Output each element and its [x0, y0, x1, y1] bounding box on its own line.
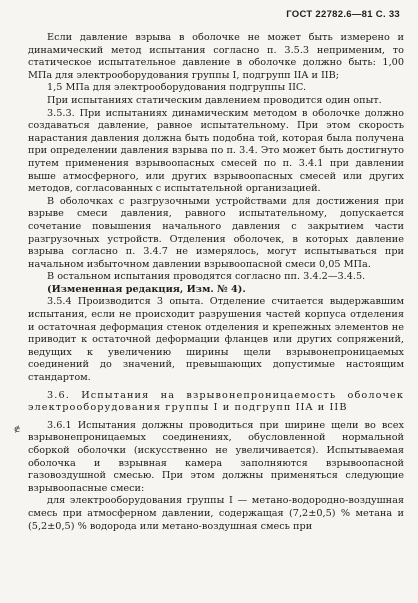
document-body — [28, 32, 404, 533]
paragraph: 3.5.4 Производится 3 опыта. Отделение считается выдержавшим испытания, если не происходит разрушения частей корпуса отделения и остаточная деформация стенок отделения и крепежных элементов не приводит к остаточной деформации фланцев или других сопряжений, ведущих к увеличению ширины щели взрывонепроницаемых соединений до значений, превышающих допустимые настоящим стандартом. — [28, 296, 404, 384]
paragraph: для электрооборудования группы I — метано-водородно-воздушная смесь при атмосферном давлении, содержащая (7,2±0,5) % метана и (5,2±0,5) % водорода или метано-воздушная смесь при — [28, 495, 404, 532]
page-header: ГОСТ 22782.6—81 С. 33 — [286, 9, 400, 20]
amendment-note: (Измененная редакция, Изм. № 4). — [47, 283, 246, 295]
section-heading: 3.6. Испытания на взрывонепроницаемость оболочек электрооборудования группы I и подгрупп IIA и IIB — [28, 389, 404, 414]
paragraph: В остальном испытания проводятся согласно пп. 3.4.2—3.4.5. — [47, 271, 366, 283]
paragraph: В оболочках с разгрузочными устройствами для достижения при взрыве смеси давления, равного испытательному, допускается сочетание повышения начального давления с закрытием части разгрузочных устройств. Отделения оболочек, в которых давление взрыва согласно п. 3.4.7 не измерялось, могут испытываться при начальном избыточном давлении взрывоопасной смеси 0,05 МПа. — [28, 195, 404, 270]
paragraph: 3.5.3. При испытаниях динамическим методом в оболочке должно создаваться давление, равное испытательному. При этом скорость нарастания давления должна быть подобна той, которая была получена при определении давления взрыва по п. 3.4. Это может быть достигнуто путем применения взрывоопасных смесей по п. 3.4.1 при давлении выше атмосферного, или других взрывоопасных смесей или других методов, согласованных с испытательной организацией. — [28, 107, 404, 195]
paragraph: Если давление взрыва в оболочке не может быть измерено и динамический метод испытания согласно п. 3.5.3 неприменим, то статическое испытательное давление в оболочке должно быть: 1,00 МПа для электрооборудования группы I, подгрупп IIA и IIB; — [28, 32, 404, 81]
paragraph: 3.6.1 Испытания должны проводиться при ширине щели во всех взрывонепроницаемых соединениях, обусловленной нормальной сборкой оболочки (искусственно не увеличивается). Испытываемая оболочка и взрывная камера заполняются взрывоопасной газовоздушной смесью. При этом должны применяться следующие взрывоопасные смеси: — [28, 419, 404, 494]
margin-mark: ɇ — [14, 424, 21, 435]
paragraph: При испытаниях статическим давлением проводится один опыт. — [47, 94, 382, 106]
paragraph: 1,5 МПа для электрооборудования подгруппы IIC. — [47, 82, 307, 94]
